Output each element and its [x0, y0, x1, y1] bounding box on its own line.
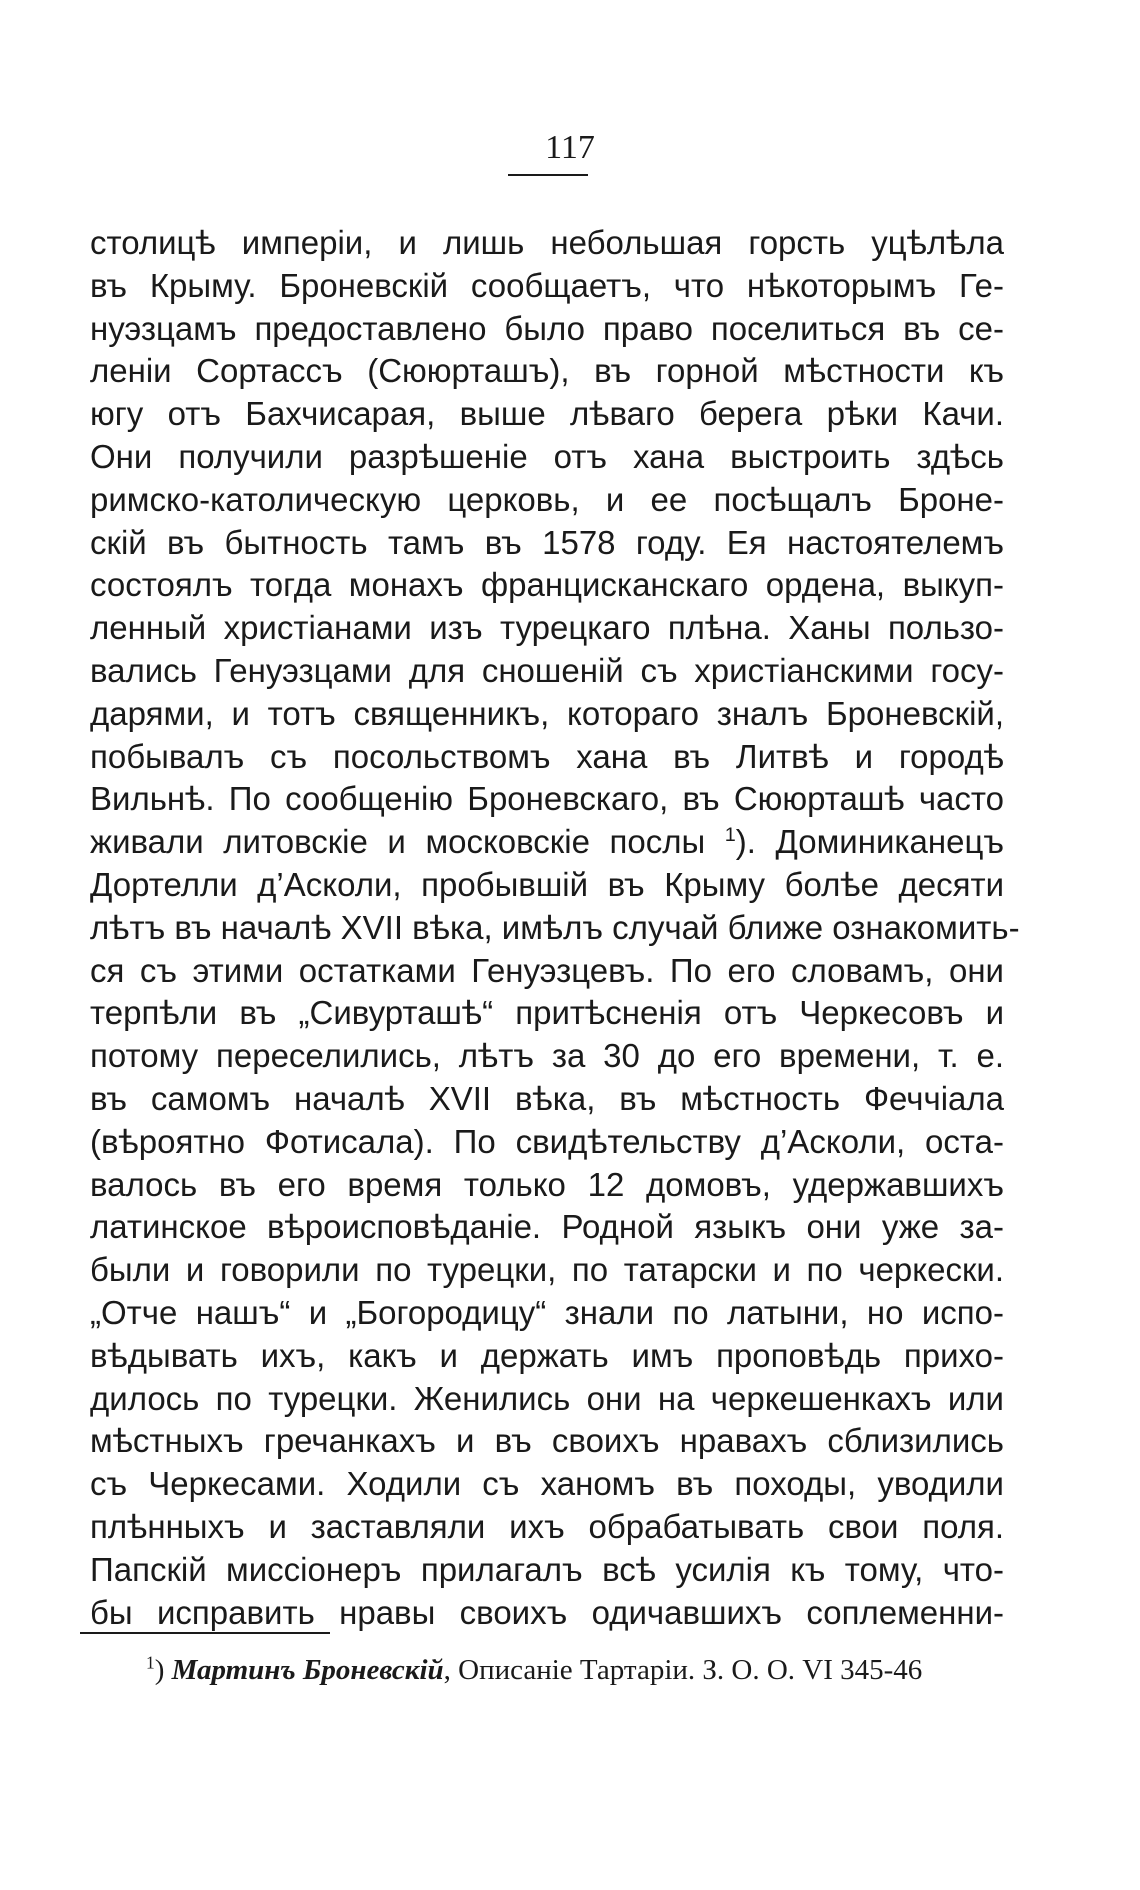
text-line: побывалъ съ посольствомъ хана въ Литвѣ и городѣ [90, 737, 1004, 775]
text-line: нуэзцамъ предоставлено было право поселиться въ се- [90, 309, 1004, 347]
text-line: югу отъ Бахчисарая, выше лѣваго берега рѣки Качи. [90, 395, 1004, 433]
text-line: лѣтъ въ началѣ XVII вѣка, имѣлъ случай ближе ознакомить- [90, 908, 1020, 946]
text-line: Вильнѣ. По сообщенію Броневскаго, въ Сююрташѣ часто [90, 780, 1004, 818]
text-line: въ Крыму. Броневскій сообщаетъ, что нѣкоторымъ Ге- [90, 266, 1004, 304]
text-line: Они получили разрѣшеніе отъ хана выстроить здѣсь [90, 437, 1004, 475]
body-text [90, 222, 1020, 1634]
footnote-reference: 1 [724, 824, 736, 847]
text-line: столицѣ имперіи, и лишь небольшая горсть уцѣлѣла [90, 224, 1004, 261]
text-line-with-footnote-ref [90, 821, 1004, 864]
text-line: Дортелли д’Асколи, пробывшій въ Крыму болѣе десяти [90, 865, 1004, 903]
text-line: римско-католическую церковь, и ее посѣщалъ Броне- [90, 480, 1004, 518]
text-line: дилось по турецки. Женились они на черкешенкахъ или [90, 1379, 1004, 1417]
text-line: латинское вѣроисповѣданіе. Родной языкъ они уже за- [90, 1208, 1004, 1246]
text-line: леніи Сортассъ (Сююрташъ), въ горной мѣстности къ [90, 352, 1004, 390]
text-line: вѣдывать ихъ, какъ и держать имъ проповѣдь прихо- [90, 1336, 1004, 1374]
text-line: бы исправить нравы своихъ одичавшихъ соплеменни- [90, 1593, 1004, 1631]
text-segment: живали литовскіе и московскіе послы [90, 823, 725, 861]
text-line: вались Генуэзцами для сношеній съ христіанскими госу- [90, 651, 1004, 689]
text-line: ленный христіанами изъ турецкаго плѣна. Ханы пользо- [90, 609, 1004, 647]
text-line: „Отче нашъ“ и „Богородицу“ знали по латыни, но испо- [90, 1293, 1004, 1331]
footnote-separator [80, 1632, 330, 1634]
footnote [146, 1652, 1006, 1688]
text-line: плѣнныхъ и заставляли ихъ обрабатывать свои поля. [90, 1507, 1004, 1545]
text-line: потому переселились, лѣтъ за 30 до его времени, т. е. [90, 1037, 1004, 1075]
text-line: дарями, и тотъ священникъ, котораго зналъ Броневскій, [90, 694, 1004, 732]
text-line: валось въ его время только 12 домовъ, удержавшихъ [90, 1165, 1004, 1203]
text-segment: ). Доминиканецъ [735, 823, 1004, 861]
text-line: мѣстныхъ гречанкахъ и въ своихъ нравахъ сблизились [90, 1422, 1004, 1460]
text-line: Папскій миссіонеръ прилагалъ всѣ усилія къ тому, что- [90, 1550, 1004, 1588]
text-line: терпѣли въ „Сивурташѣ“ притѣсненія отъ Черкесовъ и [90, 994, 1004, 1032]
footnote-marker-paren: ) [154, 1654, 165, 1686]
text-line: съ Черкесами. Ходили съ ханомъ въ походы, уводили [90, 1465, 1004, 1503]
footnote-author: Мартинъ Броневскій [171, 1654, 444, 1686]
page-number-underline [508, 174, 588, 176]
text-line: были и говорили по турецки, по татарски и по черкески. [90, 1251, 1004, 1289]
text-line: скій въ бытность тамъ въ 1578 году. Ея настоятелемъ [90, 523, 1004, 561]
footnote-marker: 1 [146, 1652, 155, 1673]
page-number: 117 [545, 129, 595, 166]
text-line: ся съ этими остатками Генуэзцевъ. По его словамъ, они [90, 951, 1004, 989]
text-line: въ самомъ началѣ XVII вѣка, въ мѣстность Феччіала [90, 1079, 1004, 1117]
footnote-text: , Описаніе Тартаріи. З. О. О. VI 345-46 [443, 1654, 923, 1686]
text-line: состоялъ тогда монахъ францисканскаго ордена, выкуп- [90, 566, 1004, 604]
text-line: (вѣроятно Фотисала). По свидѣтельству д’Асколи, оста- [90, 1122, 1004, 1160]
